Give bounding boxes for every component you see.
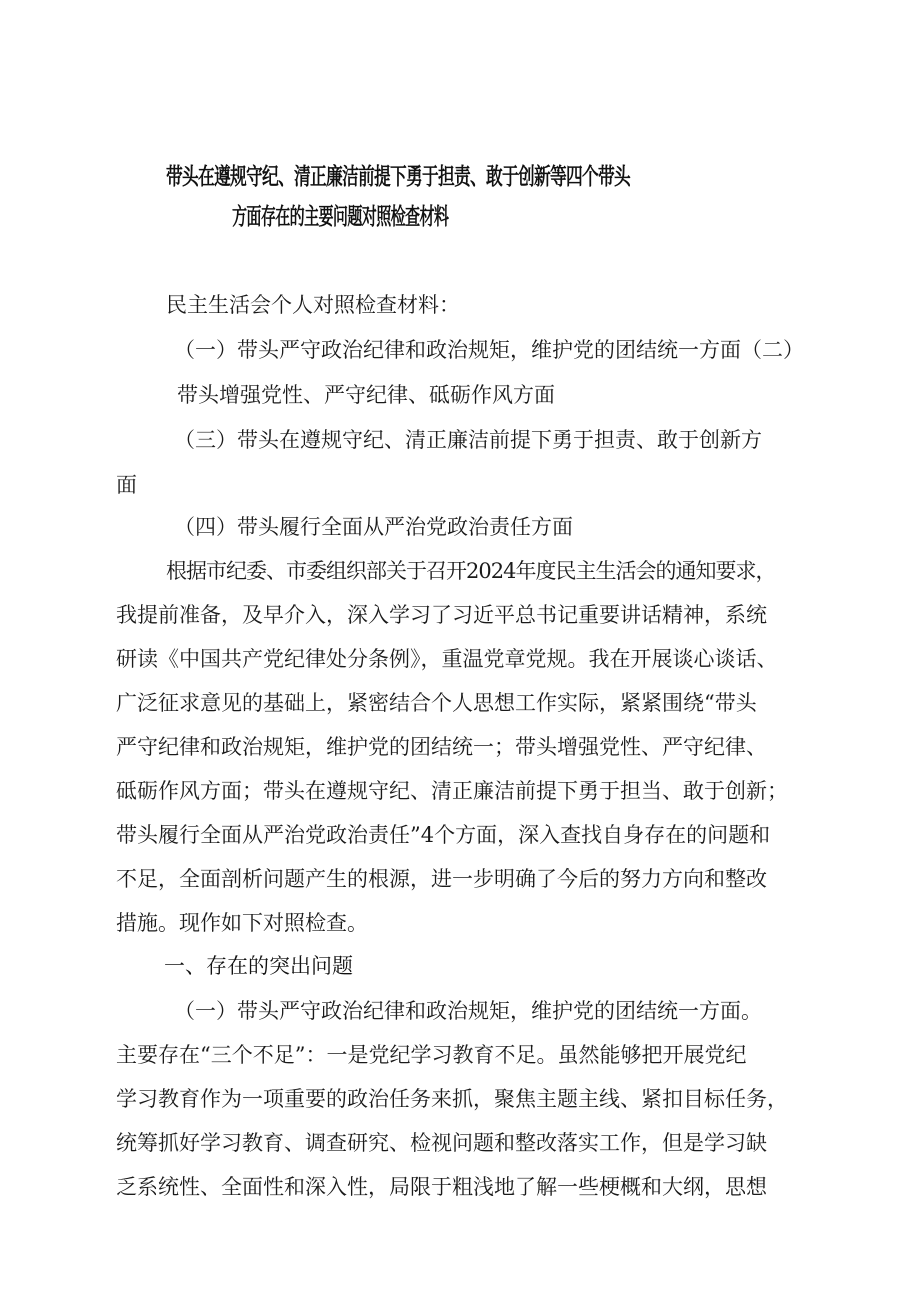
body-line: 根据市纪委、市委组织部关于召开2024年度民主生活会的通知要求， <box>166 559 776 583</box>
body-line: 研读《中国共产党纪律处分条例》，重温党章党规。我在开展谈心谈话、 <box>116 647 778 671</box>
body-line: （一）带头严守政治纪律和政治规矩，维护党的团结统一方面（二） <box>174 338 804 362</box>
section-heading: 一、存在的突出问题 <box>164 954 353 978</box>
body-line: （一）带头严守政治纪律和政治规矩，维护党的团结统一方面。 <box>174 999 762 1023</box>
body-line: 学习教育作为一项重要的政治任务来抓，聚焦主题主线、紧扣目标任务， <box>116 1087 788 1111</box>
body-line: 严守纪律和政治规矩，维护党的团结统一；带头增强党性、严守纪律、 <box>116 735 767 759</box>
body-line: 带头增强党性、严守纪律、砥砺作风方面 <box>177 383 555 407</box>
body-line: 砥砺作风方面；带头在遵规守纪、清正廉洁前提下勇于担当、敢于创新； <box>116 779 788 803</box>
body-line: 统筹抓好学习教育、调查研究、检视问题和整改落实工作，但是学习缺 <box>116 1131 767 1155</box>
body-line: 不足，全面剖析问题产生的根源，进一步明确了今后的努力方向和整改 <box>116 867 767 891</box>
body-line: （四）带头履行全面从严治党政治责任方面 <box>174 515 573 539</box>
document-title-line-2: 方面存在的主要问题对照检查材料 <box>232 204 449 230</box>
body-line: 措施。现作如下对照检查。 <box>116 911 368 935</box>
body-line: 带头履行全面从严治党政治责任”4个方面，深入查找自身存在的问题和 <box>116 823 771 847</box>
document-title-line-1: 带头在遵规守纪、清正廉洁前提下勇于担责、敢于创新等四个带头 <box>166 164 630 190</box>
body-line: 民主生活会个人对照检查材料： <box>166 293 460 317</box>
body-line: 主要存在“三个不足”：一是党纪学习教育不足。虽然能够把开展党纪 <box>116 1043 747 1067</box>
body-line: （三）带头在遵规守纪、清正廉洁前提下勇于担责、敢于创新方 <box>174 428 762 452</box>
body-line: 面 <box>116 473 137 497</box>
body-line: 乏系统性、全面性和深入性，局限于粗浅地了解一些梗概和大纲，思想 <box>116 1175 767 1199</box>
body-line: 广泛征求意见的基础上，紧密结合个人思想工作实际，紧紧围绕“带头 <box>116 691 757 715</box>
body-line: 我提前准备，及早介入，深入学习了习近平总书记重要讲话精神，系统 <box>116 603 767 627</box>
